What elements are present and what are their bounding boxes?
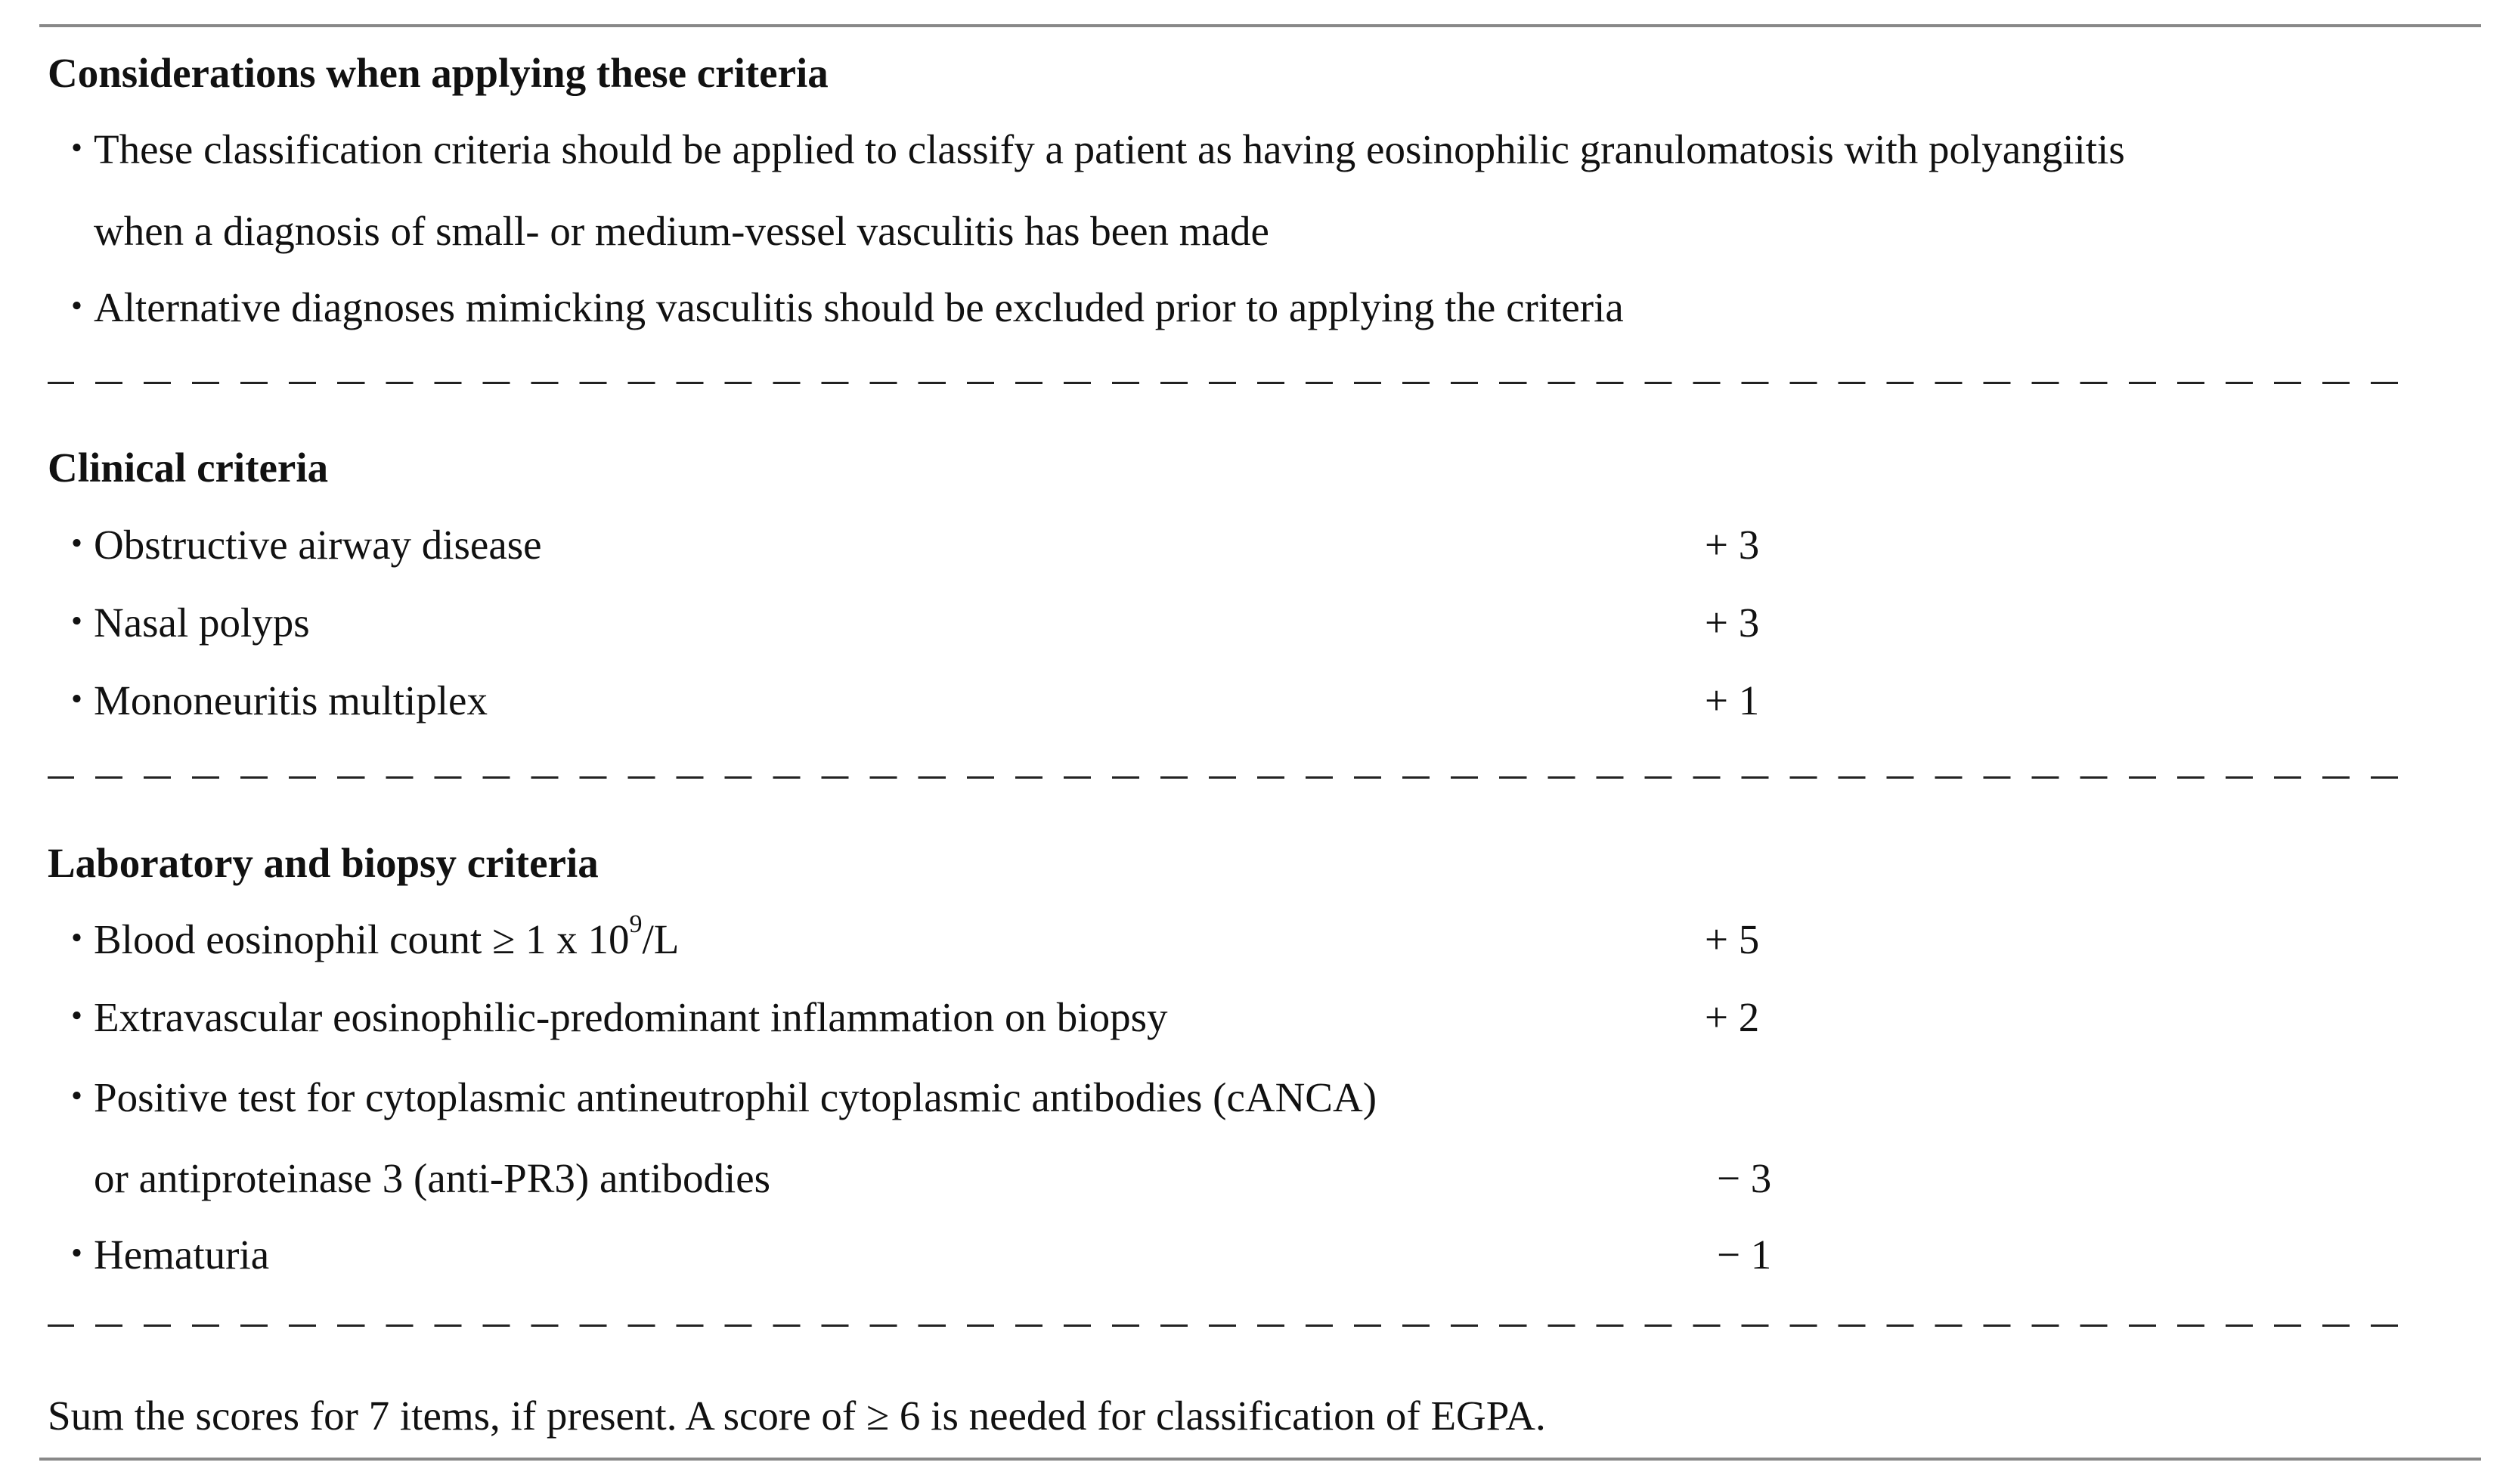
- criterion-score: − 1: [1717, 1232, 1772, 1278]
- bullet: ・: [56, 677, 98, 723]
- footer-note: Sum the scores for 7 items, if present. A score of ≥ 6 is needed for classification of EGPA.: [48, 1393, 1546, 1439]
- consideration-text-cont: when a diagnosis of small- or medium-vessel vasculitis has been made: [94, 208, 1269, 254]
- laboratory-heading: Laboratory and biopsy criteria: [48, 840, 599, 886]
- clinical-item: [56, 663, 488, 739]
- clinical-item: [56, 507, 542, 583]
- criterion-score: − 3: [1717, 1155, 1772, 1201]
- criterion-score: + 3: [1705, 522, 1760, 568]
- criterion-label-cont: or antiproteinase 3 (anti-PR3) antibodies: [94, 1155, 771, 1201]
- bullet: ・: [56, 522, 98, 568]
- consideration-item: [56, 270, 1624, 345]
- bullet: ・: [56, 284, 98, 330]
- dashed-divider: [48, 382, 2403, 384]
- lab-item: [56, 1217, 269, 1293]
- criterion-label: Hematuria: [94, 1232, 270, 1278]
- bullet: ・: [56, 916, 98, 962]
- considerations-heading: Considerations when applying these criteria: [48, 50, 829, 96]
- lab-item: [56, 980, 1168, 1055]
- criterion-label: Obstructive airway disease: [94, 522, 542, 568]
- bullet: ・: [56, 1074, 98, 1120]
- criterion-label: Blood eosinophil count ≥ 1 x 10: [94, 916, 630, 962]
- top-rule: [39, 24, 2481, 27]
- criterion-label: Nasal polyps: [94, 599, 310, 646]
- dashed-divider: [48, 776, 2403, 779]
- criterion-score: + 5: [1705, 916, 1760, 962]
- bullet: ・: [56, 1232, 98, 1278]
- criterion-score: + 3: [1705, 599, 1760, 646]
- lab-item: [56, 902, 679, 977]
- lab-item: [56, 1060, 1377, 1135]
- criterion-label: Positive test for cytoplasmic antineutrophil cytoplasmic antibodies (cANCA): [94, 1074, 1377, 1120]
- bullet: ・: [56, 599, 98, 646]
- criterion-score: + 2: [1705, 994, 1760, 1040]
- unit-suffix: /L: [642, 916, 680, 962]
- bullet: ・: [56, 126, 98, 172]
- criterion-score: + 1: [1705, 677, 1760, 723]
- dashed-divider: [48, 1324, 2403, 1327]
- clinical-heading: Clinical criteria: [48, 445, 329, 491]
- exponent: 9: [629, 910, 643, 938]
- criterion-label: Extravascular eosinophilic-predominant inflammation on biopsy: [94, 994, 1168, 1040]
- bullet: ・: [56, 994, 98, 1040]
- consideration-text: Alternative diagnoses mimicking vasculitis should be excluded prior to applying the criteria: [94, 284, 1624, 330]
- criterion-label: Mononeuritis multiplex: [94, 677, 488, 723]
- consideration-text: These classification criteria should be applied to classify a patient as having eosinophilic granulomatosis with polyangiitis: [94, 126, 2125, 172]
- bottom-rule: [39, 1458, 2481, 1461]
- clinical-item: [56, 585, 310, 661]
- consideration-item: [56, 112, 2125, 187]
